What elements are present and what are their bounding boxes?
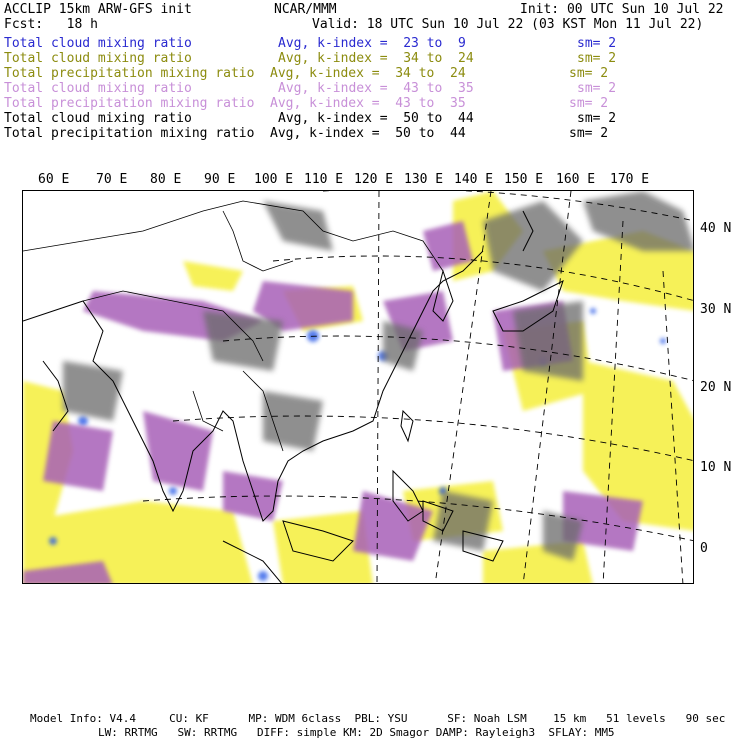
model-title: ACCLIP 15km ARW-GFS init	[4, 2, 192, 17]
lon-label: 150 E	[504, 172, 544, 187]
legend-sm: sm= 2	[569, 126, 609, 141]
lon-label: 170 E	[610, 172, 650, 187]
legend-sm: sm= 2	[577, 111, 617, 126]
legend-sm: sm= 2	[577, 51, 617, 66]
legend-sm: sm= 2	[569, 66, 609, 81]
model-info-line1: Model Info: V4.4 CU: KF MP: WDM 6class PBL: YSU SF: Noah LSM 15 km 51 levels 90 sec	[30, 712, 726, 725]
lat-label: 40 N	[700, 221, 732, 236]
legend-avg: Avg, k-index = 34 to 24	[278, 51, 474, 66]
legend-field: Total precipitation mixing ratio	[4, 96, 255, 111]
init-time: Init: 00 UTC Sun 10 Jul 22	[520, 2, 724, 17]
lon-label: 60 E	[38, 172, 70, 187]
lat-label: 20 N	[700, 380, 732, 395]
lon-label: 90 E	[204, 172, 236, 187]
lon-label: 120 E	[354, 172, 394, 187]
legend-sm: sm= 2	[577, 36, 617, 51]
lat-label: 0	[700, 541, 708, 556]
legend-field: Total cloud mixing ratio	[4, 51, 192, 66]
lon-label: 110 E	[304, 172, 344, 187]
legend-avg: Avg, k-index = 50 to 44	[278, 111, 474, 126]
lon-label: 70 E	[96, 172, 128, 187]
org-label: NCAR/MMM	[274, 2, 337, 17]
lat-label: 10 N	[700, 460, 732, 475]
legend-avg: Avg, k-index = 50 to 44	[270, 126, 466, 141]
legend-field: Total precipitation mixing ratio	[4, 66, 255, 81]
lon-label: 100 E	[254, 172, 294, 187]
lon-label: 80 E	[150, 172, 182, 187]
lon-label: 140 E	[454, 172, 494, 187]
valid-time: Valid: 18 UTC Sun 10 Jul 22 (03 KST Mon 11 Jul 22)	[312, 17, 704, 32]
lon-label: 160 E	[556, 172, 596, 187]
map-panel	[22, 190, 694, 584]
legend-field: Total precipitation mixing ratio	[4, 126, 255, 141]
legend-field: Total cloud mixing ratio	[4, 36, 192, 51]
lon-label: 130 E	[404, 172, 444, 187]
legend-field: Total cloud mixing ratio	[4, 81, 192, 96]
model-info-line2: LW: RRTMG SW: RRTMG DIFF: simple KM: 2D Smagor DAMP: Rayleigh3 SFLAY: MM5	[98, 726, 615, 739]
forecast-hour: Fcst: 18 h	[4, 17, 98, 32]
legend-sm: sm= 2	[569, 96, 609, 111]
legend-avg: Avg, k-index = 43 to 35	[270, 96, 466, 111]
lat-label: 30 N	[700, 302, 732, 317]
map-svg	[23, 191, 694, 584]
legend-sm: sm= 2	[577, 81, 617, 96]
legend-avg: Avg, k-index = 34 to 24	[270, 66, 466, 81]
legend-avg: Avg, k-index = 43 to 35	[278, 81, 474, 96]
legend-field: Total cloud mixing ratio	[4, 111, 192, 126]
legend-avg: Avg, k-index = 23 to 9	[278, 36, 466, 51]
